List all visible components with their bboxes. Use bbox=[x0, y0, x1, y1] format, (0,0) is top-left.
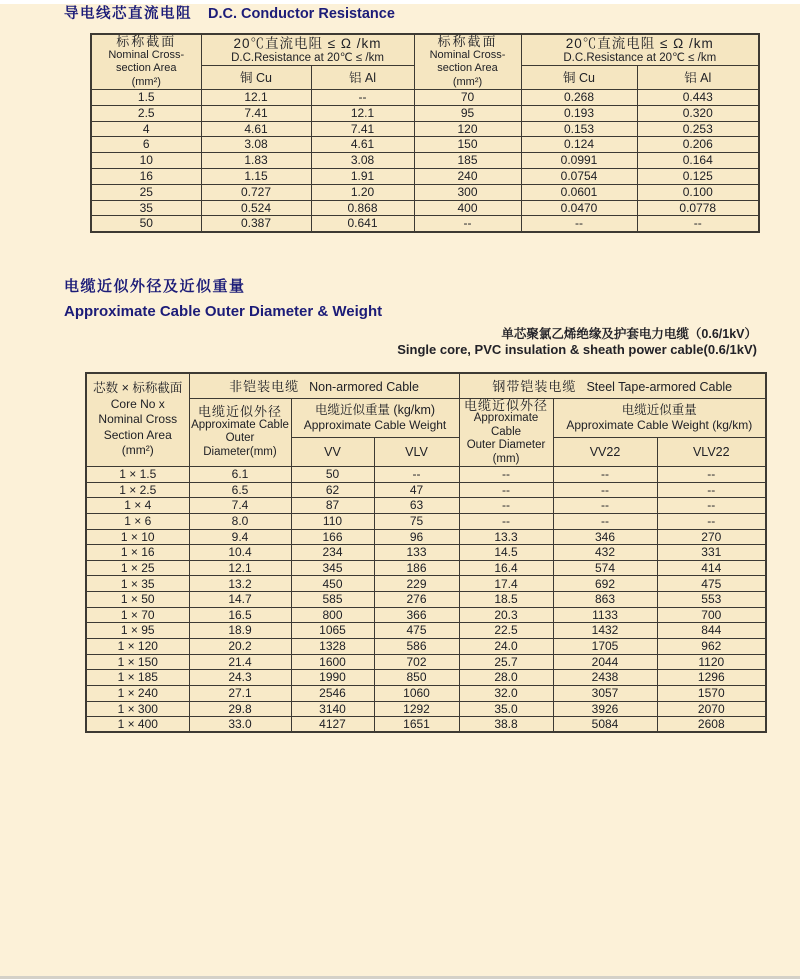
header-line: Steel Tape-armored Cable bbox=[586, 379, 733, 394]
header-line: 钢带铠装电缆 bbox=[492, 378, 577, 394]
header-line: D.C.Resistance at 20℃ ≤ /km bbox=[231, 52, 384, 65]
table-cell: 1065 bbox=[291, 623, 374, 639]
dc-resistance-table-body bbox=[91, 90, 759, 232]
table-row bbox=[91, 137, 759, 153]
table-cell: 1.83 bbox=[201, 153, 311, 169]
table-row bbox=[86, 513, 766, 529]
table-cell: 3140 bbox=[291, 701, 374, 717]
table-row bbox=[91, 121, 759, 137]
header-line: Section Area bbox=[103, 427, 172, 442]
copper-header-right: 铜 Cu bbox=[521, 65, 637, 89]
table-cell: 1060 bbox=[374, 685, 459, 701]
table-row bbox=[91, 105, 759, 121]
table-cell: 553 bbox=[657, 592, 766, 608]
table-cell: 27.1 bbox=[189, 685, 291, 701]
section2-title-en: Approximate Cable Outer Diameter & Weight bbox=[64, 303, 383, 320]
table-cell: -- bbox=[521, 216, 637, 232]
section2-title bbox=[64, 275, 382, 320]
table-cell: 1 × 240 bbox=[86, 685, 189, 701]
table-cell: 0.100 bbox=[637, 184, 759, 200]
table-cell: 574 bbox=[553, 560, 657, 576]
table-cell: 96 bbox=[374, 529, 459, 545]
table-cell: 0.164 bbox=[637, 153, 759, 169]
table-cell: 0.0601 bbox=[521, 184, 637, 200]
table-cell: 110 bbox=[291, 513, 374, 529]
header-line: Non-armored Cable bbox=[309, 379, 419, 394]
table-cell: 1 × 95 bbox=[86, 623, 189, 639]
table-cell: 1328 bbox=[291, 639, 374, 655]
table-cell: 185 bbox=[414, 153, 521, 169]
table-cell: 2.5 bbox=[91, 105, 201, 121]
header-line: D.C.Resistance at 20℃ ≤ /km bbox=[563, 52, 717, 65]
table-cell: 400 bbox=[414, 200, 521, 216]
table-cell: 234 bbox=[291, 545, 374, 561]
table-cell: 24.0 bbox=[459, 639, 553, 655]
table-cell: 7.41 bbox=[311, 121, 414, 137]
cable-dimensions-table-body bbox=[86, 467, 766, 733]
table-cell: 1 × 300 bbox=[86, 701, 189, 717]
table-cell: 150 bbox=[414, 137, 521, 153]
outer-diameter-header-non-armored bbox=[189, 398, 291, 467]
table-cell: 0.0470 bbox=[521, 200, 637, 216]
table-cell: 20.2 bbox=[189, 639, 291, 655]
table-cell: 585 bbox=[291, 592, 374, 608]
aluminum-header-left: 铝 Al bbox=[311, 65, 414, 89]
table-cell: 1 × 1.5 bbox=[86, 467, 189, 483]
table-cell: 16.4 bbox=[459, 560, 553, 576]
table-cell: 12.1 bbox=[201, 90, 311, 106]
table-row bbox=[86, 498, 766, 514]
header-line: section Area bbox=[115, 62, 177, 74]
table-cell: -- bbox=[553, 482, 657, 498]
table-cell: 1296 bbox=[657, 670, 766, 686]
table-cell: 1.91 bbox=[311, 168, 414, 184]
table-row bbox=[91, 90, 759, 106]
table-cell: 12.1 bbox=[189, 560, 291, 576]
table-cell: 25.7 bbox=[459, 654, 553, 670]
table-cell: 21.4 bbox=[189, 654, 291, 670]
table-cell: 0.253 bbox=[637, 121, 759, 137]
table-cell: 1.5 bbox=[91, 90, 201, 106]
table-cell: 35.0 bbox=[459, 701, 553, 717]
table-cell: 6.1 bbox=[189, 467, 291, 483]
table-row bbox=[86, 545, 766, 561]
table-cell: 9.4 bbox=[189, 529, 291, 545]
table-cell: 0.193 bbox=[521, 105, 637, 121]
table-cell: 0.268 bbox=[521, 90, 637, 106]
table-row bbox=[86, 592, 766, 608]
table-cell: 6.5 bbox=[189, 482, 291, 498]
table-cell: 12.1 bbox=[311, 105, 414, 121]
nominal-area-header-right bbox=[414, 34, 521, 90]
header-line: 电缆近似重量 bbox=[621, 402, 697, 417]
header-line: (mm) bbox=[492, 452, 520, 465]
table-cell: 50 bbox=[291, 467, 374, 483]
cable-type-subtitle-en: Single core, PVC insulation & sheath power cable(0.6/1kV) bbox=[397, 342, 757, 357]
table-cell: -- bbox=[459, 498, 553, 514]
table-cell: 166 bbox=[291, 529, 374, 545]
table-cell: 3057 bbox=[553, 685, 657, 701]
table-cell: 24.3 bbox=[189, 670, 291, 686]
weight-header-non-armored bbox=[291, 398, 459, 438]
cable-dimensions-table bbox=[85, 372, 767, 733]
table-cell: 863 bbox=[553, 592, 657, 608]
table-cell: 17.4 bbox=[459, 576, 553, 592]
table-cell: 16 bbox=[91, 168, 201, 184]
table-row bbox=[91, 153, 759, 169]
table-cell: 186 bbox=[374, 560, 459, 576]
table-cell: 13.3 bbox=[459, 529, 553, 545]
section1-title-zh: 导电线芯直流电阻 bbox=[64, 6, 192, 22]
header-line: Nominal Cross- bbox=[108, 48, 185, 61]
table-cell: 331 bbox=[657, 545, 766, 561]
table-cell: 32.0 bbox=[459, 685, 553, 701]
table-cell: 432 bbox=[553, 545, 657, 561]
table-cell: 38.8 bbox=[459, 717, 553, 733]
table-cell: -- bbox=[374, 467, 459, 483]
section2-title-zh: 电缆近似外径及近似重量 bbox=[64, 278, 246, 295]
section1-title bbox=[64, 2, 395, 23]
table-cell: 1432 bbox=[553, 623, 657, 639]
table-cell: 1 × 16 bbox=[86, 545, 189, 561]
table-cell: 1600 bbox=[291, 654, 374, 670]
header-line: 电缆近似外径 bbox=[197, 404, 282, 420]
table-cell: 586 bbox=[374, 639, 459, 655]
table-cell: 1 × 185 bbox=[86, 670, 189, 686]
table-cell: -- bbox=[414, 216, 521, 232]
table-cell: 95 bbox=[414, 105, 521, 121]
table-cell: 450 bbox=[291, 576, 374, 592]
table-cell: 5084 bbox=[553, 717, 657, 733]
table-cell: 3.08 bbox=[201, 137, 311, 153]
table-cell: 0.443 bbox=[637, 90, 759, 106]
table-cell: 1120 bbox=[657, 654, 766, 670]
table-cell: 0.387 bbox=[201, 216, 311, 232]
header-line: Outer Diameter(mm) bbox=[203, 432, 277, 458]
table-cell: 700 bbox=[657, 607, 766, 623]
header-line: Nominal Cross- bbox=[429, 48, 506, 61]
table-row bbox=[91, 216, 759, 232]
table-cell: 1 × 150 bbox=[86, 654, 189, 670]
table-cell: 962 bbox=[657, 639, 766, 655]
table-cell: -- bbox=[657, 498, 766, 514]
table-cell: 2608 bbox=[657, 717, 766, 733]
vlv-header: VLV bbox=[374, 438, 459, 467]
table-cell: 18.5 bbox=[459, 592, 553, 608]
vlv22-header: VLV22 bbox=[657, 438, 766, 467]
table-cell: 28.0 bbox=[459, 670, 553, 686]
table-cell: 1705 bbox=[553, 639, 657, 655]
outer-diameter-header-armored bbox=[459, 398, 553, 467]
header-line: Nominal Cross bbox=[98, 412, 178, 427]
table-cell: 1 × 4 bbox=[86, 498, 189, 514]
table-cell: 1 × 35 bbox=[86, 576, 189, 592]
table-cell: 20.3 bbox=[459, 607, 553, 623]
table-cell: 240 bbox=[414, 168, 521, 184]
table-cell: 14.7 bbox=[189, 592, 291, 608]
table-cell: 10 bbox=[91, 153, 201, 169]
table-cell: 120 bbox=[414, 121, 521, 137]
table-cell: 0.206 bbox=[637, 137, 759, 153]
table-cell: 1.20 bbox=[311, 184, 414, 200]
table-cell: 276 bbox=[374, 592, 459, 608]
table-cell: 13.2 bbox=[189, 576, 291, 592]
table-cell: 1 × 50 bbox=[86, 592, 189, 608]
header-line: Core No x bbox=[110, 396, 165, 411]
table-cell: -- bbox=[459, 467, 553, 483]
table-cell: 0.641 bbox=[311, 216, 414, 232]
table-cell: 70 bbox=[414, 90, 521, 106]
table-cell: 3926 bbox=[553, 701, 657, 717]
table-cell: 345 bbox=[291, 560, 374, 576]
table-cell: 63 bbox=[374, 498, 459, 514]
table-row bbox=[91, 168, 759, 184]
table-row bbox=[86, 529, 766, 545]
table-cell: 1651 bbox=[374, 717, 459, 733]
header-line: (mm²) bbox=[452, 75, 483, 88]
nominal-area-header-left bbox=[91, 34, 201, 90]
table-row bbox=[86, 717, 766, 733]
table-cell: 692 bbox=[553, 576, 657, 592]
header-line: 非铠装电缆 bbox=[229, 378, 300, 394]
table-cell: 75 bbox=[374, 513, 459, 529]
table-cell: 844 bbox=[657, 623, 766, 639]
header-line: (mm²) bbox=[131, 75, 161, 88]
header-line: Approximate Cable Weight bbox=[303, 417, 447, 432]
vv22-header: VV22 bbox=[553, 438, 657, 467]
table-cell: 62 bbox=[291, 482, 374, 498]
table-cell: 0.0991 bbox=[521, 153, 637, 169]
table-row bbox=[86, 654, 766, 670]
armored-group-header bbox=[459, 373, 766, 398]
table-row bbox=[86, 670, 766, 686]
table-cell: 1 × 120 bbox=[86, 639, 189, 655]
weight-header-armored bbox=[553, 398, 766, 438]
table-cell: 1 × 6 bbox=[86, 513, 189, 529]
header-line: Outer Diameter bbox=[466, 439, 546, 451]
header-line: 标称截面 bbox=[116, 34, 177, 49]
table-cell: 22.5 bbox=[459, 623, 553, 639]
table-cell: 0.0778 bbox=[637, 200, 759, 216]
table-row bbox=[86, 685, 766, 701]
header-line: Approximate Cable Weight (kg/km) bbox=[566, 417, 753, 432]
table-cell: 47 bbox=[374, 482, 459, 498]
table-cell: 18.9 bbox=[189, 623, 291, 639]
table-cell: 0.153 bbox=[521, 121, 637, 137]
table-cell: -- bbox=[657, 467, 766, 483]
table-cell: -- bbox=[553, 498, 657, 514]
table-cell: 7.41 bbox=[201, 105, 311, 121]
table-cell: 2044 bbox=[553, 654, 657, 670]
table-cell: 850 bbox=[374, 670, 459, 686]
table-cell: 16.5 bbox=[189, 607, 291, 623]
table-cell: 4.61 bbox=[311, 137, 414, 153]
table-cell: 50 bbox=[91, 216, 201, 232]
table-cell: 2070 bbox=[657, 701, 766, 717]
table-cell: 35 bbox=[91, 200, 201, 216]
table-cell: -- bbox=[657, 513, 766, 529]
header-line: Approximate Cable bbox=[473, 412, 539, 438]
table-cell: 800 bbox=[291, 607, 374, 623]
table-cell: 14.5 bbox=[459, 545, 553, 561]
table-cell: 133 bbox=[374, 545, 459, 561]
vv-header: VV bbox=[291, 438, 374, 467]
table-cell: -- bbox=[459, 513, 553, 529]
table-row bbox=[86, 623, 766, 639]
table-cell: 414 bbox=[657, 560, 766, 576]
table-cell: 1133 bbox=[553, 607, 657, 623]
table-row bbox=[86, 482, 766, 498]
table-cell: 1990 bbox=[291, 670, 374, 686]
table-cell: 1.15 bbox=[201, 168, 311, 184]
table-cell: 4.61 bbox=[201, 121, 311, 137]
header-line: (mm²) bbox=[121, 443, 154, 458]
header-line: section Area bbox=[437, 62, 498, 74]
table-cell: 3.08 bbox=[311, 153, 414, 169]
table-cell: 475 bbox=[374, 623, 459, 639]
table-row bbox=[86, 701, 766, 717]
header-line: Approximate Cable bbox=[191, 418, 289, 431]
cable-type-subtitle bbox=[397, 327, 757, 358]
header-line: 电缆近似重量 (kg/km) bbox=[314, 402, 436, 417]
table-cell: 4127 bbox=[291, 717, 374, 733]
table-cell: -- bbox=[311, 90, 414, 106]
table-row bbox=[91, 184, 759, 200]
cable-type-subtitle-zh: 单芯聚氯乙烯绝缘及护套电力电缆（0.6/1kV） bbox=[501, 327, 757, 341]
table-cell: 4 bbox=[91, 121, 201, 137]
table-row bbox=[86, 560, 766, 576]
table-cell: -- bbox=[459, 482, 553, 498]
non-armored-group-header bbox=[189, 373, 459, 398]
table-cell: 2546 bbox=[291, 685, 374, 701]
table-cell: 0.524 bbox=[201, 200, 311, 216]
table-cell: 300 bbox=[414, 184, 521, 200]
table-cell: 1 × 2.5 bbox=[86, 482, 189, 498]
table-cell: 10.4 bbox=[189, 545, 291, 561]
header-line: 标称截面 bbox=[437, 34, 498, 49]
table-cell: 346 bbox=[553, 529, 657, 545]
table-row bbox=[86, 576, 766, 592]
table-cell: 6 bbox=[91, 137, 201, 153]
table-cell: 229 bbox=[374, 576, 459, 592]
header-line: 芯数 × 标称截面 bbox=[93, 381, 183, 396]
table-cell: -- bbox=[553, 513, 657, 529]
table-cell: 87 bbox=[291, 498, 374, 514]
table-cell: 0.125 bbox=[637, 168, 759, 184]
table-cell: 1 × 25 bbox=[86, 560, 189, 576]
table-cell: 8.0 bbox=[189, 513, 291, 529]
table-cell: 0.727 bbox=[201, 184, 311, 200]
table-cell: 0.0754 bbox=[521, 168, 637, 184]
table-cell: -- bbox=[637, 216, 759, 232]
table-cell: 1 × 10 bbox=[86, 529, 189, 545]
aluminum-header-right: 铝 Al bbox=[637, 65, 759, 89]
header-line: 电缆近似外径 bbox=[464, 397, 549, 413]
table-cell: 25 bbox=[91, 184, 201, 200]
core-size-header bbox=[86, 373, 189, 467]
dc-resistance-table bbox=[90, 33, 760, 233]
table-cell: 0.868 bbox=[311, 200, 414, 216]
resistance-header-left bbox=[201, 34, 414, 65]
section1-title-en: D.C. Conductor Resistance bbox=[208, 6, 395, 22]
table-cell: 1 × 70 bbox=[86, 607, 189, 623]
table-row bbox=[86, 639, 766, 655]
header-line: 20℃直流电阻 ≤ Ω /km bbox=[233, 36, 382, 52]
table-cell: 475 bbox=[657, 576, 766, 592]
table-cell: 29.8 bbox=[189, 701, 291, 717]
table-cell: -- bbox=[553, 467, 657, 483]
table-cell: 0.124 bbox=[521, 137, 637, 153]
table-cell: 2438 bbox=[553, 670, 657, 686]
table-row bbox=[86, 467, 766, 483]
table-cell: -- bbox=[657, 482, 766, 498]
table-row bbox=[86, 607, 766, 623]
resistance-header-right bbox=[521, 34, 759, 65]
table-cell: 366 bbox=[374, 607, 459, 623]
table-row bbox=[91, 200, 759, 216]
table-cell: 1 × 400 bbox=[86, 717, 189, 733]
header-line: 20℃直流电阻 ≤ Ω /km bbox=[565, 36, 714, 52]
table-cell: 1292 bbox=[374, 701, 459, 717]
table-cell: 1570 bbox=[657, 685, 766, 701]
table-cell: 33.0 bbox=[189, 717, 291, 733]
copper-header-left: 铜 Cu bbox=[201, 65, 311, 89]
table-cell: 0.320 bbox=[637, 105, 759, 121]
table-cell: 270 bbox=[657, 529, 766, 545]
table-cell: 702 bbox=[374, 654, 459, 670]
table-cell: 7.4 bbox=[189, 498, 291, 514]
